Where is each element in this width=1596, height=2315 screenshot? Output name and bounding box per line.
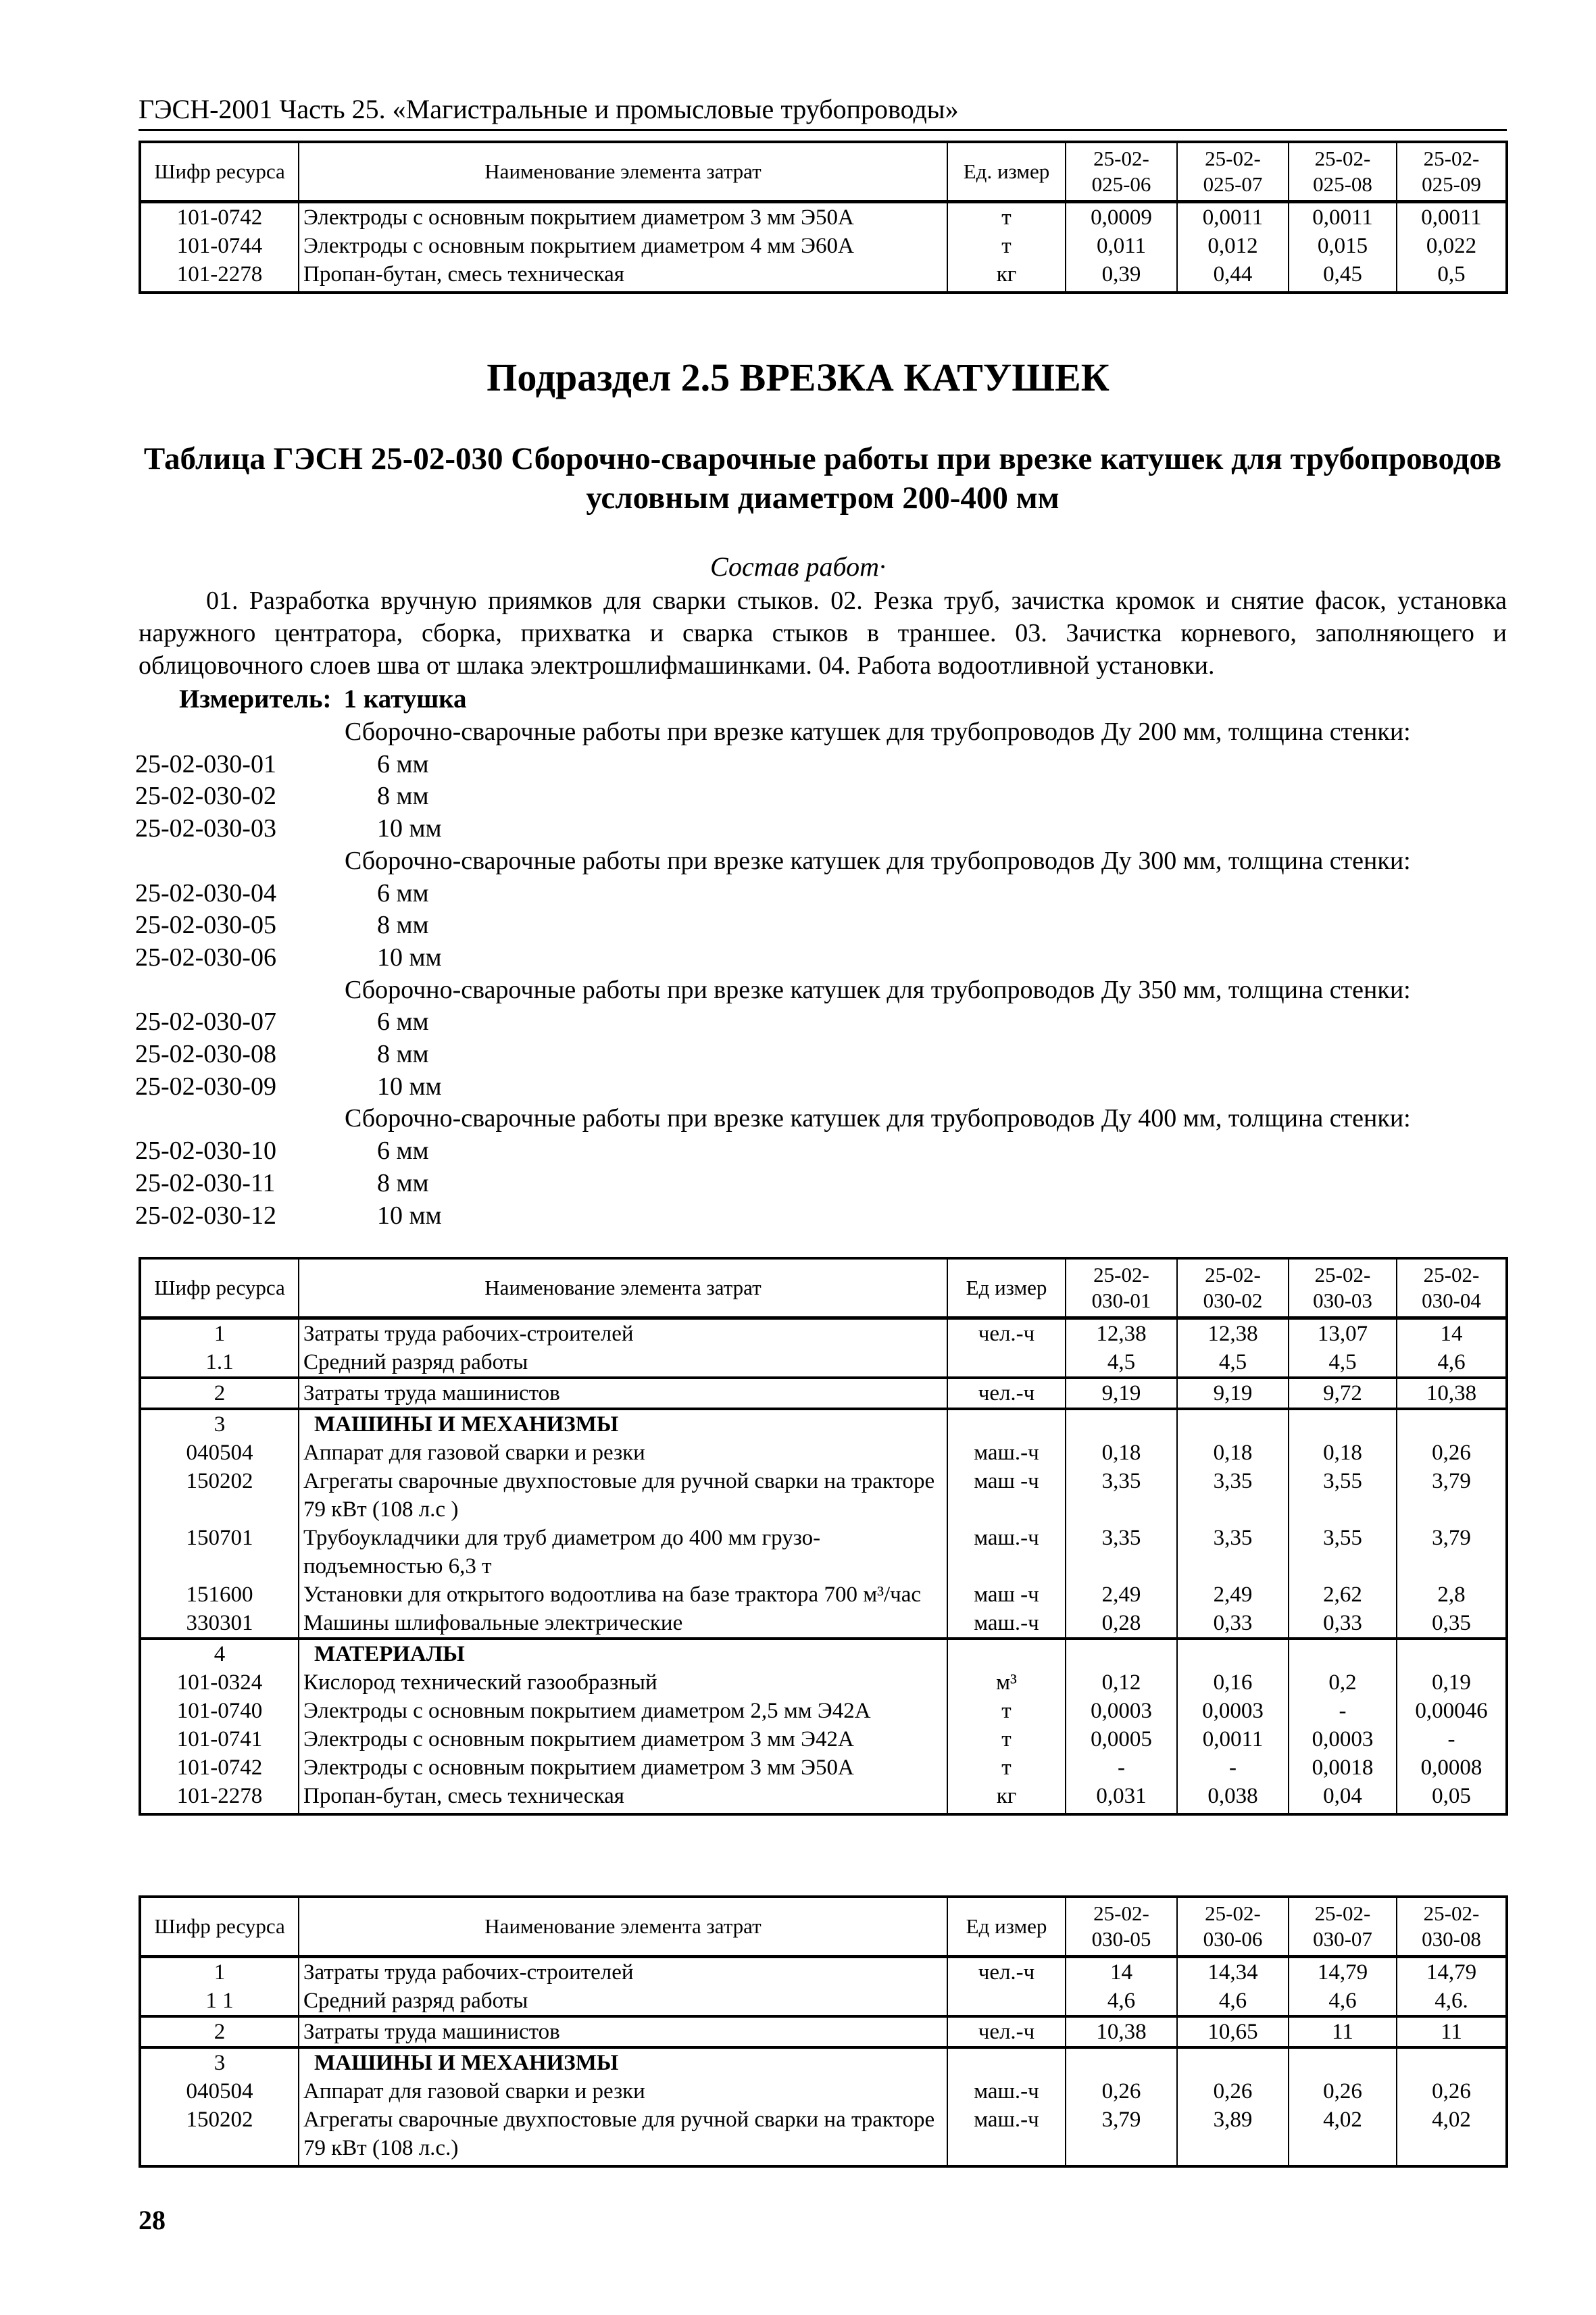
- item-code: 25-02-030-07: [135, 1007, 276, 1037]
- cell-value: 4,6: [1066, 1987, 1177, 2016]
- cell-unit: чел.-ч: [947, 1957, 1066, 1987]
- item-code: 25-02-030-08: [135, 1040, 276, 1069]
- cell-name: Трубоукладчики для труб диаметром до 400 мм грузо-подъемностью 6,3 т: [299, 1524, 947, 1580]
- list-item: [135, 1135, 1514, 1168]
- cell-value: 4,6: [1397, 1348, 1507, 1378]
- table-row: [140, 1467, 1507, 1524]
- item-code: 25-02-030-05: [135, 911, 276, 940]
- item-text: 8 мм: [377, 782, 429, 811]
- cell-unit: маш.-ч: [947, 2077, 1066, 2106]
- cell-code: 150202: [140, 1467, 299, 1524]
- cell-value: 3,35: [1066, 1467, 1177, 1524]
- list-item: [135, 1071, 1514, 1103]
- cell-value: 4,02: [1397, 2106, 1507, 2166]
- cell-value: [1177, 1409, 1289, 1439]
- cell-code: 1: [140, 1318, 299, 1349]
- composition-text: 01. Разработка вручную приямков для сварки стыков. 02. Резка труб, зачистка кромок и снятие фасок, установка наружного центратора, сборка, прихватка и сварка стыков в траншее. 03. Зачистка корневого, заполняющего и облицовочного слоев шва от шлака электрошлифмашинками. 04. Работа водоотливной установки.: [139, 587, 1507, 680]
- cell-code: 3: [140, 1409, 299, 1439]
- cell-unit: т: [947, 1697, 1066, 1725]
- cell-value: 0,26: [1289, 2077, 1397, 2106]
- cell-value: 3,79: [1066, 2106, 1177, 2166]
- cell-value: 0,33: [1289, 1609, 1397, 1639]
- cell-value: 14: [1066, 1957, 1177, 1987]
- cell-name: Агрегаты сварочные двухпостовые для ручной сварки на тракторе 79 кВт (108 л.с.): [299, 2106, 947, 2166]
- cell-value: 3,79: [1397, 1524, 1507, 1580]
- cell-unit: маш.-ч: [947, 1609, 1066, 1639]
- cell-value: 0,16: [1177, 1668, 1289, 1697]
- table-row: [140, 1524, 1507, 1580]
- item-text: 8 мм: [377, 1168, 429, 1197]
- table-row: [140, 2106, 1507, 2166]
- composition-label: Состав работ·: [710, 551, 886, 582]
- list-item: [135, 1200, 1514, 1233]
- cell-name: Агрегаты сварочные двухпостовые для ручной сварки на тракторе 79 кВт (108 л.с ): [299, 1467, 947, 1524]
- cell-name: Затраты труда рабочих-строителей: [299, 1957, 947, 1987]
- cell-value: 3,79: [1397, 1467, 1507, 1524]
- list-item: [135, 910, 1514, 942]
- item-code: 25-02-030-11: [135, 1168, 276, 1197]
- cell-value: 0,26: [1397, 2077, 1507, 2106]
- cell-name: Машины шлифовальные электрические: [299, 1609, 947, 1639]
- list-item: [135, 1039, 1514, 1071]
- resource-table-030-01-04: [139, 1257, 1508, 1816]
- col-header-norm: 25-02- 030-04: [1397, 1258, 1507, 1318]
- cell-code: 101-0744: [140, 232, 299, 260]
- cell-unit: м³: [947, 1668, 1066, 1697]
- cell-value: 4,6: [1289, 1987, 1397, 2016]
- cell-value: 0,28: [1066, 1609, 1177, 1639]
- cell-name: МАТЕРИАЛЫ: [299, 1639, 947, 1668]
- cell-code: 2: [140, 1378, 299, 1409]
- list-item: [135, 749, 1514, 781]
- cell-value: 0,39: [1066, 260, 1177, 293]
- cell-value: 0,0009: [1066, 202, 1177, 232]
- cell-value: 0,00046: [1397, 1697, 1507, 1725]
- cell-value: 9,19: [1177, 1378, 1289, 1409]
- item-code: 25-02-030-06: [135, 943, 276, 972]
- table-row: [140, 1668, 1507, 1697]
- cell-value: [1177, 1639, 1289, 1668]
- item-code: 25-02-030-10: [135, 1137, 276, 1166]
- table-row: [140, 260, 1507, 293]
- cell-name: Пропан-бутан, смесь техническая: [299, 260, 947, 293]
- cell-value: 4,02: [1289, 2106, 1397, 2166]
- cell-value: 0,0011: [1397, 202, 1507, 232]
- cell-value: 0,26: [1066, 2077, 1177, 2106]
- cell-value: 2,49: [1177, 1580, 1289, 1609]
- col-header-norm: 25-02- 025-09: [1397, 142, 1507, 202]
- col-header-norm: 25-02- 030-05: [1066, 1897, 1177, 1957]
- cell-value: 10,38: [1397, 1378, 1507, 1409]
- cell-value: 0,0011: [1177, 202, 1289, 232]
- norm-list: [135, 716, 1514, 1232]
- cell-name: Аппарат для газовой сварки и резки: [299, 2077, 947, 2106]
- table-row: [140, 1378, 1507, 1409]
- cell-value: 0,04: [1289, 1782, 1397, 1814]
- cell-value: [1289, 2047, 1397, 2077]
- cell-value: 3,35: [1066, 1524, 1177, 1580]
- cell-code: 4: [140, 1639, 299, 1668]
- col-header-code: Шифр ресурса: [140, 1897, 299, 1957]
- cell-value: 0,19: [1397, 1668, 1507, 1697]
- item-text: 10 мм: [377, 814, 442, 843]
- table-row: [140, 2077, 1507, 2106]
- cell-value: 9,19: [1066, 1378, 1177, 1409]
- table-row: [140, 1697, 1507, 1725]
- item-text: 6 мм: [377, 1137, 429, 1166]
- group-intro: Сборочно-сварочные работы при врезке катушек для трубопроводов Ду 300 мм, толщина стенки:: [345, 846, 1411, 875]
- cell-value: [1397, 2047, 1507, 2077]
- col-header-norm: 25-02- 030-01: [1066, 1258, 1177, 1318]
- cell-name: Аппарат для газовой сварки и резки: [299, 1439, 947, 1467]
- table-row: [140, 1580, 1507, 1609]
- cell-name: МАШИНЫ И МЕХАНИЗМЫ: [299, 1409, 947, 1439]
- cell-value: 14,34: [1177, 1957, 1289, 1987]
- cell-value: 9,72: [1289, 1378, 1397, 1409]
- item-text: 6 мм: [377, 878, 429, 907]
- cell-value: 14,79: [1397, 1957, 1507, 1987]
- col-header-code: Шифр ресурса: [140, 142, 299, 202]
- col-header-norm: 25-02- 030-06: [1177, 1897, 1289, 1957]
- cell-value: [1397, 1639, 1507, 1668]
- meter-label: Измеритель:: [179, 684, 332, 714]
- item-code: 25-02-030-04: [135, 878, 276, 907]
- col-header-unit: Ед измер: [947, 1258, 1066, 1318]
- item-code: 25-02-030-09: [135, 1072, 276, 1101]
- cell-unit: т: [947, 232, 1066, 260]
- list-item: [135, 1006, 1514, 1039]
- cell-value: 4,5: [1066, 1348, 1177, 1378]
- list-item: [135, 878, 1514, 910]
- subsection-title: Подраздел 2.5 ВРЕЗКА КАТУШЕК: [487, 355, 1109, 399]
- col-header-norm: 25-02- 025-06: [1066, 142, 1177, 202]
- cell-value: 0,18: [1177, 1439, 1289, 1467]
- cell-value: 0,0003: [1289, 1725, 1397, 1753]
- list-item: [135, 942, 1514, 974]
- meter: [179, 684, 467, 714]
- item-text: 10 мм: [377, 943, 442, 972]
- col-header-name: Наименование элемента затрат: [299, 142, 947, 202]
- cell-unit: кг: [947, 1782, 1066, 1814]
- cell-unit: т: [947, 1753, 1066, 1782]
- meter-value: 1 катушка: [343, 684, 467, 714]
- cell-value: 0,0003: [1177, 1697, 1289, 1725]
- item-code: 25-02-030-12: [135, 1201, 276, 1230]
- cell-value: 0,5: [1397, 260, 1507, 293]
- table-row: [140, 1409, 1507, 1439]
- cell-value: -: [1397, 1725, 1507, 1753]
- cell-value: -: [1177, 1753, 1289, 1782]
- page-number: 28: [139, 2205, 166, 2235]
- header-row: [140, 1897, 1507, 1957]
- cell-unit: чел.-ч: [947, 1318, 1066, 1349]
- table-row: [140, 1639, 1507, 1668]
- cell-value: 0,2: [1289, 1668, 1397, 1697]
- table-row: [140, 2016, 1507, 2047]
- cell-value: 0,18: [1066, 1439, 1177, 1467]
- cell-value: 0,038: [1177, 1782, 1289, 1814]
- cell-value: 0,0008: [1397, 1753, 1507, 1782]
- cell-unit: маш.-ч: [947, 1439, 1066, 1467]
- group-intro: Сборочно-сварочные работы при врезке катушек для трубопроводов Ду 400 мм, толщина стенки:: [345, 1104, 1411, 1133]
- resource-table-025: [139, 141, 1508, 294]
- table-row: [140, 1957, 1507, 1987]
- cell-value: 0,012: [1177, 232, 1289, 260]
- cell-code: 1.1: [140, 1348, 299, 1378]
- cell-name: Установки для открытого водоотлива на базе трактора 700 м³/час: [299, 1580, 947, 1609]
- cell-code: 040504: [140, 1439, 299, 1467]
- cell-unit: кг: [947, 260, 1066, 293]
- cell-code: 101-2278: [140, 260, 299, 293]
- cell-value: [1066, 1639, 1177, 1668]
- cell-value: 4,5: [1289, 1348, 1397, 1378]
- col-header-code: Шифр ресурса: [140, 1258, 299, 1318]
- group-intro: Сборочно-сварочные работы при врезке катушек для трубопроводов Ду 200 мм, толщина стенки:: [345, 718, 1411, 746]
- cell-name: Пропан-бутан, смесь техническая: [299, 1782, 947, 1814]
- item-text: 8 мм: [377, 911, 429, 940]
- cell-unit: маш.-ч: [947, 1524, 1066, 1580]
- cell-code: 150701: [140, 1524, 299, 1580]
- cell-unit: [947, 1987, 1066, 2016]
- item-code: 25-02-030-03: [135, 814, 276, 843]
- col-header-unit: Ед. измер: [947, 142, 1066, 202]
- cell-code: 151600: [140, 1580, 299, 1609]
- cell-value: 0,44: [1177, 260, 1289, 293]
- table-row: [140, 1987, 1507, 2016]
- table-title: Таблица ГЭСН 25-02-030 Сборочно-сварочные работы при врезке катушек для трубопроводов условным диаметром 200-400 мм: [143, 441, 1502, 516]
- running-header: ГЭСН-2001 Часть 25. «Магистральные и промысловые трубопроводы»: [139, 93, 1507, 131]
- col-header-name: Наименование элемента затрат: [299, 1258, 947, 1318]
- cell-code: 101-2278: [140, 1782, 299, 1814]
- cell-unit: чел.-ч: [947, 2016, 1066, 2047]
- cell-value: 2,62: [1289, 1580, 1397, 1609]
- cell-code: 040504: [140, 2077, 299, 2106]
- cell-code: 150202: [140, 2106, 299, 2166]
- group-intro: Сборочно-сварочные работы при врезке катушек для трубопроводов Ду 350 мм, толщина стенки:: [345, 975, 1411, 1004]
- table-row: [140, 1753, 1507, 1782]
- list-item: [135, 1168, 1514, 1200]
- cell-value: 14,79: [1289, 1957, 1397, 1987]
- cell-name: Кислород технический газообразный: [299, 1668, 947, 1697]
- cell-unit: [947, 1409, 1066, 1439]
- cell-unit: маш -ч: [947, 1467, 1066, 1524]
- cell-name: Затраты труда рабочих-строителей: [299, 1318, 947, 1349]
- cell-value: 3,55: [1289, 1467, 1397, 1524]
- cell-unit: т: [947, 202, 1066, 232]
- cell-value: [1066, 2047, 1177, 2077]
- cell-name: МАШИНЫ И МЕХАНИЗМЫ: [299, 2047, 947, 2077]
- cell-value: 0,12: [1066, 1668, 1177, 1697]
- col-header-norm: 25-02- 025-07: [1177, 142, 1289, 202]
- cell-value: 14: [1397, 1318, 1507, 1349]
- cell-name: Электроды с основным покрытием диаметром 3 мм Э42А: [299, 1725, 947, 1753]
- cell-value: 0,0005: [1066, 1725, 1177, 1753]
- cell-code: 2: [140, 2016, 299, 2047]
- cell-code: 101-0741: [140, 1725, 299, 1753]
- cell-value: 0,26: [1177, 2077, 1289, 2106]
- col-header-norm: 25-02- 030-07: [1289, 1897, 1397, 1957]
- header-row: [140, 142, 1507, 202]
- cell-value: 12,38: [1066, 1318, 1177, 1349]
- table-row: [140, 232, 1507, 260]
- table-row: [140, 1609, 1507, 1639]
- cell-code: 330301: [140, 1609, 299, 1639]
- cell-code: 3: [140, 2047, 299, 2077]
- cell-value: 0,0011: [1177, 1725, 1289, 1753]
- cell-value: 3,35: [1177, 1524, 1289, 1580]
- cell-unit: [947, 1639, 1066, 1668]
- cell-name: Электроды с основным покрытием диаметром 3 мм Э50А: [299, 1753, 947, 1782]
- cell-name: Электроды с основным покрытием диаметром 2,5 мм Э42А: [299, 1697, 947, 1725]
- cell-value: 0,45: [1289, 260, 1397, 293]
- col-header-norm: 25-02- 025-08: [1289, 142, 1397, 202]
- cell-value: 0,031: [1066, 1782, 1177, 1814]
- cell-unit: [947, 2047, 1066, 2077]
- cell-name: Электроды с основным покрытием диаметром 4 мм Э60А: [299, 232, 947, 260]
- cell-value: 0,0018: [1289, 1753, 1397, 1782]
- cell-unit: чел.-ч: [947, 1378, 1066, 1409]
- cell-value: 0,0011: [1289, 202, 1397, 232]
- cell-value: 3,35: [1177, 1467, 1289, 1524]
- cell-name: Средний разряд работы: [299, 1987, 947, 2016]
- resource-table-030-05-08: [139, 1895, 1508, 2168]
- table-row: [140, 1318, 1507, 1349]
- cell-value: 11: [1397, 2016, 1507, 2047]
- cell-value: 10,38: [1066, 2016, 1177, 2047]
- cell-code: 101-0324: [140, 1668, 299, 1697]
- cell-value: 0,26: [1397, 1439, 1507, 1467]
- cell-value: 0,33: [1177, 1609, 1289, 1639]
- cell-value: -: [1289, 1697, 1397, 1725]
- cell-value: 0,011: [1066, 232, 1177, 260]
- cell-value: [1177, 2047, 1289, 2077]
- header-row: [140, 1258, 1507, 1318]
- cell-value: 4,5: [1177, 1348, 1289, 1378]
- cell-value: 4,6: [1177, 1987, 1289, 2016]
- cell-value: 3,55: [1289, 1524, 1397, 1580]
- item-code: 25-02-030-02: [135, 782, 276, 811]
- table-row: [140, 1725, 1507, 1753]
- cell-value: 0,18: [1289, 1439, 1397, 1467]
- col-header-name: Наименование элемента затрат: [299, 1897, 947, 1957]
- item-text: 8 мм: [377, 1040, 429, 1069]
- cell-name: Электроды с основным покрытием диаметром 3 мм Э50А: [299, 202, 947, 232]
- col-header-norm: 25-02- 030-03: [1289, 1258, 1397, 1318]
- item-text: 6 мм: [377, 749, 429, 778]
- cell-value: 10,65: [1177, 2016, 1289, 2047]
- cell-value: 0,0003: [1066, 1697, 1177, 1725]
- cell-value: 2,8: [1397, 1580, 1507, 1609]
- cell-value: 13,07: [1289, 1318, 1397, 1349]
- cell-name: Средний разряд работы: [299, 1348, 947, 1378]
- cell-value: [1397, 1409, 1507, 1439]
- cell-code: 1 1: [140, 1987, 299, 2016]
- cell-value: 0,022: [1397, 232, 1507, 260]
- table-row: [140, 2047, 1507, 2077]
- cell-value: [1289, 1409, 1397, 1439]
- cell-unit: маш -ч: [947, 1580, 1066, 1609]
- cell-code: 101-0740: [140, 1697, 299, 1725]
- table-row: [140, 202, 1507, 232]
- cell-name: Затраты труда машинистов: [299, 1378, 947, 1409]
- cell-value: 0,35: [1397, 1609, 1507, 1639]
- cell-name: Затраты труда машинистов: [299, 2016, 947, 2047]
- item-code: 25-02-030-01: [135, 749, 276, 778]
- cell-value: 4,6.: [1397, 1987, 1507, 2016]
- cell-value: 2,49: [1066, 1580, 1177, 1609]
- col-header-norm: 25-02- 030-08: [1397, 1897, 1507, 1957]
- cell-value: 0,05: [1397, 1782, 1507, 1814]
- cell-code: 101-0742: [140, 1753, 299, 1782]
- item-text: 10 мм: [377, 1201, 442, 1230]
- cell-value: [1066, 1409, 1177, 1439]
- cell-unit: [947, 1348, 1066, 1378]
- list-item: [135, 780, 1514, 813]
- item-text: 6 мм: [377, 1007, 429, 1037]
- cell-value: 12,38: [1177, 1318, 1289, 1349]
- cell-unit: т: [947, 1725, 1066, 1753]
- table-row: [140, 1439, 1507, 1467]
- table-row: [140, 1348, 1507, 1378]
- cell-value: 0,015: [1289, 232, 1397, 260]
- cell-code: 101-0742: [140, 202, 299, 232]
- cell-code: 1: [140, 1957, 299, 1987]
- table-row: [140, 1782, 1507, 1814]
- cell-value: 11: [1289, 2016, 1397, 2047]
- cell-value: -: [1066, 1753, 1177, 1782]
- list-item: [135, 813, 1514, 845]
- cell-unit: маш.-ч: [947, 2106, 1066, 2166]
- cell-value: [1289, 1639, 1397, 1668]
- cell-value: 3,89: [1177, 2106, 1289, 2166]
- col-header-norm: 25-02- 030-02: [1177, 1258, 1289, 1318]
- item-text: 10 мм: [377, 1072, 442, 1101]
- col-header-unit: Ед измер: [947, 1897, 1066, 1957]
